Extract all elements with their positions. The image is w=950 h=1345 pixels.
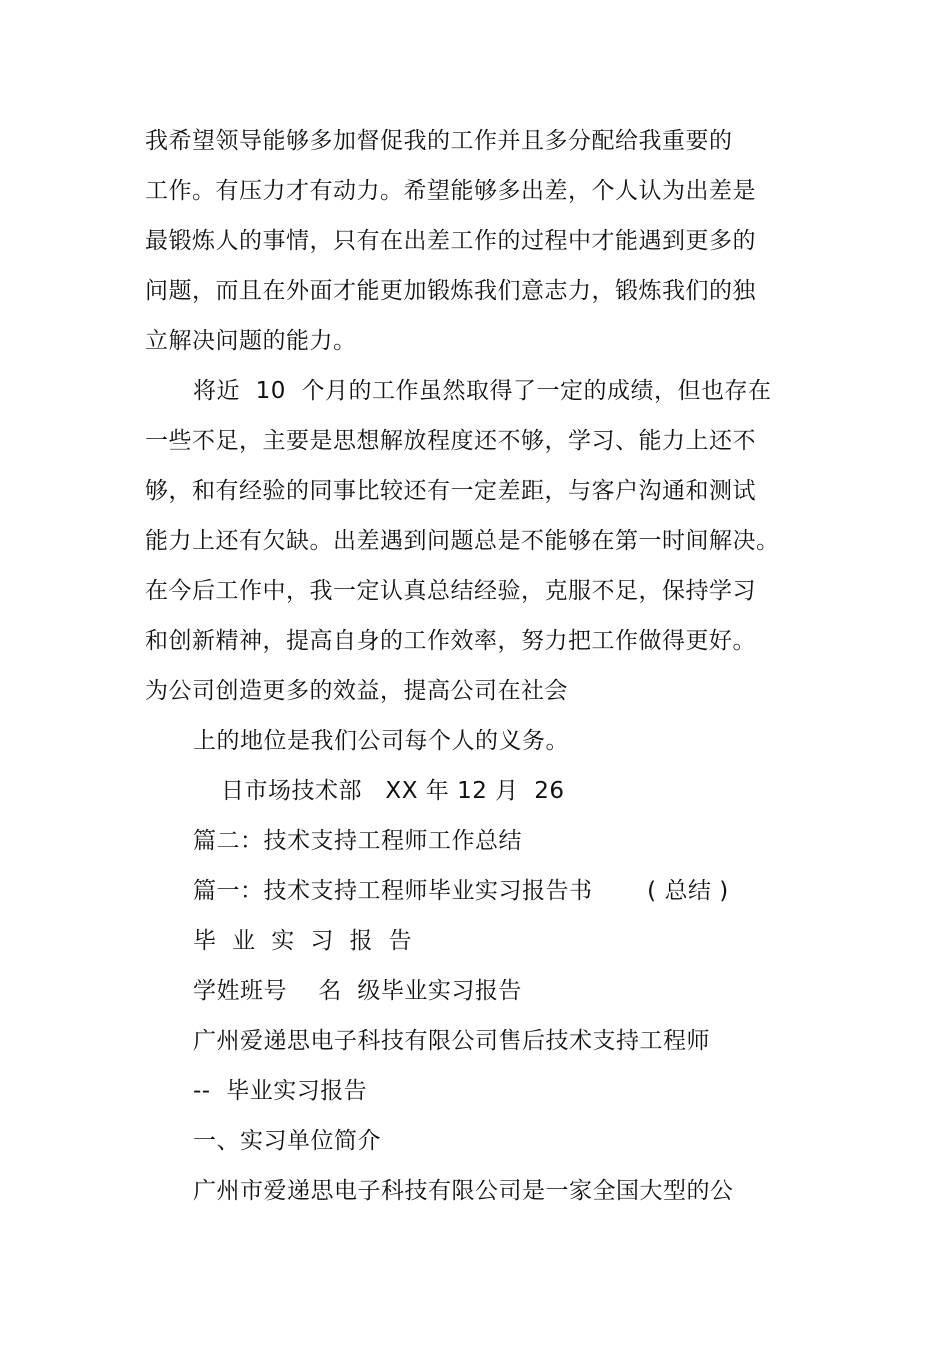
paragraph-line: 在今后工作中，我一定认真总结经验，克服不足，保持学习 bbox=[145, 578, 756, 604]
paragraph-line: 问题，而且在外面才能更加锻炼我们意志力，锻炼我们的独 bbox=[145, 278, 756, 304]
paragraph-line: 我希望领导能够多加督促我的工作并且多分配给我重要的 bbox=[145, 128, 733, 154]
paragraph-line: 能力上还有欠缺。出差遇到问题总是不能够在第一时间解决。 bbox=[145, 528, 780, 554]
paragraph-line: 学姓班号 名 级毕业实习报告 bbox=[193, 978, 522, 1004]
paragraph-line: 上的地位是我们公司每个人的义务。 bbox=[193, 728, 569, 754]
paragraph-line: 最锻炼人的事情，只有在出差工作的过程中才能遇到更多的 bbox=[145, 228, 756, 254]
paragraph-line: 一些不足，主要是思想解放程度还不够，学习、能力上还不 bbox=[145, 428, 756, 454]
paragraph-line: 够，和有经验的同事比较还有一定差距，与客户沟通和测试 bbox=[145, 478, 756, 504]
date-line: 日市场技术部 XX 年 12 月 26 bbox=[221, 778, 565, 804]
paragraph-line: 广州市爱递思电子科技有限公司是一家全国大型的公 bbox=[193, 1178, 734, 1204]
section-heading: 篇二：技术支持工程师工作总结 bbox=[193, 828, 522, 854]
paragraph-line: 工作。有压力才有动力。希望能够多出差，个人认为出差是 bbox=[145, 178, 756, 204]
paragraph-line: -- 毕业实习报告 bbox=[193, 1078, 368, 1104]
paragraph-line: 广州爱递思电子科技有限公司售后技术支持工程师 bbox=[193, 1028, 710, 1054]
paragraph-line: 为公司创造更多的效益，提高公司在社会 bbox=[145, 678, 568, 704]
report-title: 毕 业 实 习 报 告 bbox=[193, 928, 413, 954]
section-heading: 篇一：技术支持工程师毕业实习报告书 ( 总结 ) bbox=[193, 878, 729, 904]
paragraph-line: 将近 10 个月的工作虽然取得了一定的成绩，但也存在 bbox=[193, 378, 772, 404]
paragraph-line: 和创新精神，提高自身的工作效率，努力把工作做得更好。 bbox=[145, 628, 756, 654]
section-heading: 一、实习单位简介 bbox=[193, 1128, 381, 1154]
paragraph-line: 立解决问题的能力。 bbox=[145, 328, 357, 354]
